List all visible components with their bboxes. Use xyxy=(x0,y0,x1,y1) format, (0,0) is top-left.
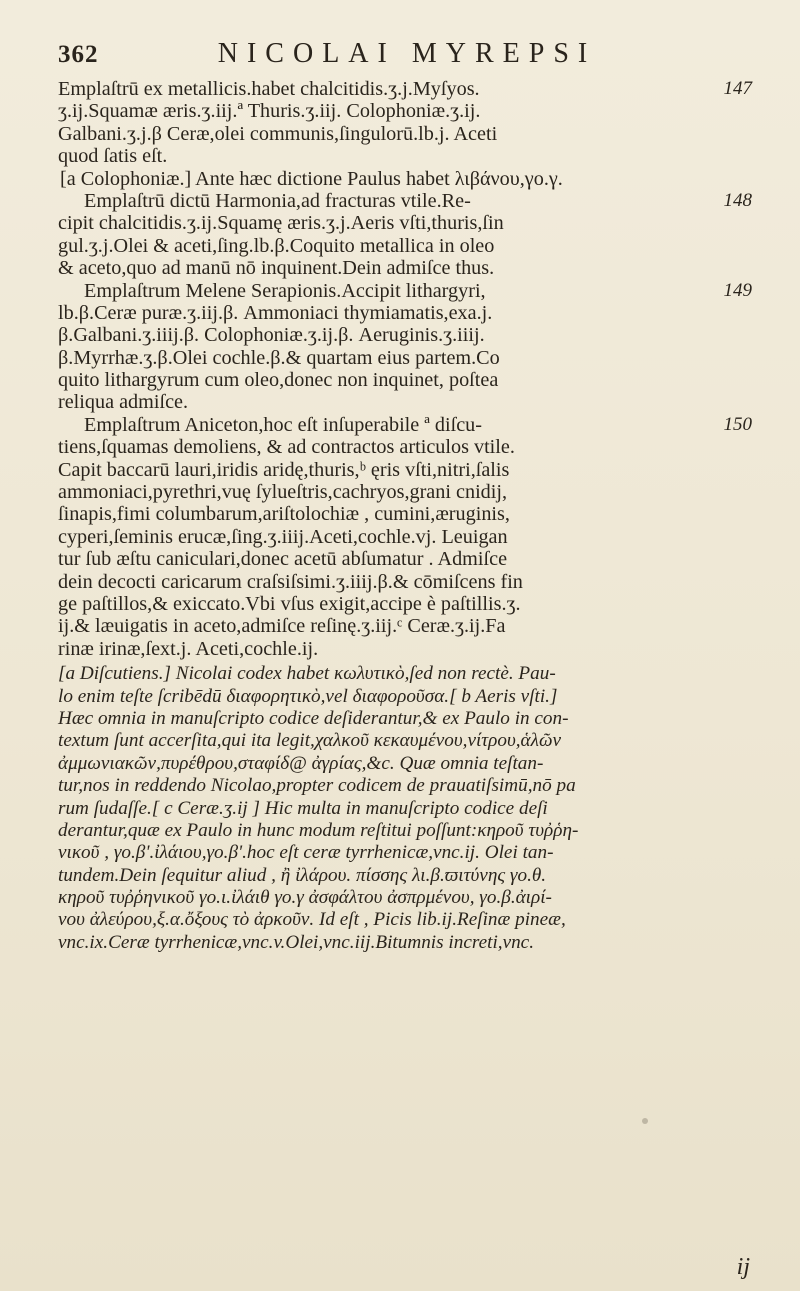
text-line xyxy=(58,593,748,615)
footnote-line: Hæc omnia in manuſcripto codice deſiderantur,& ex Paulo in con- xyxy=(58,707,569,729)
footnote-line: lo enim teſte ſcribēdū διαφορητικὸ,vel διαφοροῦσα.[ b Aeris vſti.] xyxy=(58,685,558,707)
text-line xyxy=(58,302,748,324)
text-line xyxy=(58,481,748,503)
line-text: Galbani.ʒ.j.β Ceræ,olei communis,ſingulorū.lb.j. Aceti xyxy=(58,122,498,145)
text-line xyxy=(58,145,748,167)
text-line xyxy=(58,100,748,122)
line-text: ammoniaci,pyrethri,vuę ſylueſtris,cachryos,grani cnidij, xyxy=(58,481,508,504)
footnote-line: [a Diſcutiens.] Nicolai codex habet κωλυτικὸ,ſed non rectè. Pau- xyxy=(58,663,556,685)
text-line xyxy=(58,615,748,637)
text-line xyxy=(58,459,748,481)
line-text: ge paſtillos,& exiccato.Vbi vſus exigit,accipe è paſtillis.ʒ. xyxy=(58,592,521,615)
text-line xyxy=(58,324,748,346)
line-text: ij.& læuigatis in aceto,admiſce reſinę.ʒ.iij.ᶜ Ceræ.ʒ.ij.Fa xyxy=(58,615,506,638)
text-line xyxy=(58,413,752,436)
line-text: β.Myrrhæ.ʒ.β.Olei cochle.β.& quartam eius partem.Co xyxy=(58,346,500,369)
line-text: tiens,ſquamas demoliens, & ad contractos articulos vtile. xyxy=(58,436,515,459)
text-line xyxy=(58,548,748,570)
line-text: Emplaſtrum Aniceton,hoc eſt inſuperabile ª diſcu- xyxy=(84,413,482,436)
page-header xyxy=(58,38,752,78)
running-head: NICOLAI MYREPSI xyxy=(217,38,597,69)
text-line xyxy=(58,571,748,593)
main-text xyxy=(58,78,752,660)
text-line xyxy=(58,123,748,145)
text-line xyxy=(58,78,752,100)
margin-number: 150 xyxy=(723,413,752,435)
footnote-line: νικοῦ , γο.β'.ἰλάιου,γο.β'.hoc eſt ceræ tyrrhenicæ,vnc.ij. Olei tan- xyxy=(58,842,554,864)
text-line xyxy=(58,638,748,660)
line-text: & aceto,quo ad manū nō inquinent.Dein admiſce thus. xyxy=(58,257,495,280)
page-number: 362 xyxy=(58,41,99,68)
line-text: tur ſub æſtu caniculari,donec acetū abſumatur . Admiſce xyxy=(58,548,508,571)
text-line xyxy=(58,189,752,212)
line-text: Capit baccarū lauri,iridis aridę,thuris,ᵇ ęris vſti,nitri,ſalis xyxy=(58,458,510,481)
line-text: reliqua admiſce. xyxy=(58,391,189,414)
footnote-line: tundem.Dein ſequitur aliud , ἢ ἰλάρου. πίσσης λι.β.ϖιτύνης γο.θ. xyxy=(58,864,547,886)
footnote-line: derantur,quæ ex Paulo in hunc modum reſtitui poſſunt:κηροῦ τυῤῥη- xyxy=(58,819,579,841)
margin-number: 149 xyxy=(723,279,752,301)
footnote-line: textum ſunt accerſita,qui ita legit,χαλκοῦ κεκαυμένου,νίτρου,ἁλῶν xyxy=(58,730,562,752)
text-line xyxy=(58,391,748,413)
footnote-line: vnc.ix.Ceræ tyrrhenicæ,vnc.v.Olei,vnc.iij.Bitumnis increti,vnc. xyxy=(58,931,534,953)
line-text: Emplaſtrū dictū Harmonia,ad fracturas vtile.Re- xyxy=(84,189,471,212)
line-text: rinæ irinæ,ſext.j. Aceti,cochle.ij. xyxy=(58,637,319,660)
text-line xyxy=(58,526,748,548)
footnotes xyxy=(58,663,748,954)
footnote-line: ἀμμωνιακῶν,πυρέθρου,σταφίδ@ ἀγρίας,&c. Quæ omnia teſtan- xyxy=(58,752,544,774)
margin-number: 148 xyxy=(723,189,752,211)
footnote-line: tur,nos in reddendo Nicolao,propter codicem de prauatiſsimū,nō pa xyxy=(58,775,576,797)
text-line xyxy=(58,235,748,257)
margin-number: 147 xyxy=(723,78,752,99)
line-text: ʒ.ij.Squamæ æris.ʒ.iij.ª Thuris.ʒ.iij. Colophoniæ.ʒ.ij. xyxy=(58,100,481,123)
line-text: lb.β.Ceræ puræ.ʒ.iij.β. Ammoniaci thymiamatis,exa.j. xyxy=(58,301,493,324)
line-text: β.Galbani.ʒ.iiij.β. Colophoniæ.ʒ.ij.β. Aeruginis.ʒ.iiij. xyxy=(58,324,485,347)
text-line xyxy=(58,347,748,369)
text-line xyxy=(58,279,752,302)
ink-smudge xyxy=(642,1118,648,1124)
line-text: quito lithargyrum cum oleo,donec non inquinet, poſtea xyxy=(58,369,499,392)
text-line xyxy=(58,168,748,190)
text-line xyxy=(58,369,748,391)
line-text: ſinapis,fimi columbarum,ariſtolochiæ , cumini,æruginis, xyxy=(58,503,510,526)
line-text: dein decocti caricarum craſsiſsimi.ʒ.iiij.β.& cōmiſcens fin xyxy=(58,570,523,593)
line-text: Emplaſtrum Melene Serapionis.Accipit lithargyri, xyxy=(84,279,486,302)
footnote-line: κηροῦ τυῤῥηνικοῦ γο.ι.ἰλάιθ γο.γ ἀσφάλτου ἀσπρμένου, γο.β.ἀιρί- xyxy=(58,887,552,909)
line-text: cipit chalcitidis.ʒ.ij.Squamę æris.ʒ.j.Aeris vſti,thuris,ſin xyxy=(58,212,504,235)
text-line xyxy=(58,212,748,234)
line-text: cyperi,ſeminis erucæ,ſing.ʒ.iiij.Aceti,cochle.vj. Leuigan xyxy=(58,525,508,548)
text-line xyxy=(58,257,748,279)
line-text: [a Colophoniæ.] Ante hæc dictione Paulus habet λιβάνου,γο.γ. xyxy=(60,167,563,190)
line-text: quod ſatis eſt. xyxy=(58,145,168,168)
footnote-line: rum ſudaſſe.[ c Ceræ.ʒ.ij ] Hic multa in manuſcripto codice deſi xyxy=(58,797,548,819)
line-text: gul.ʒ.j.Olei & aceti,ſing.lb.β.Coquito metallica in oleo xyxy=(58,234,495,257)
catchword: ij xyxy=(736,1254,750,1280)
footnote-line: νου ἀλεύρου,ξ.α.ὄξους τὸ ἀρκοῦν. Id eſt , Picis lib.ij.Reſinæ pineæ, xyxy=(58,909,566,931)
text-line xyxy=(58,503,748,525)
line-text: Emplaſtrū ex metallicis.habet chalcitidis.ʒ.j.Myſyos. xyxy=(58,78,480,100)
text-line xyxy=(58,436,748,458)
